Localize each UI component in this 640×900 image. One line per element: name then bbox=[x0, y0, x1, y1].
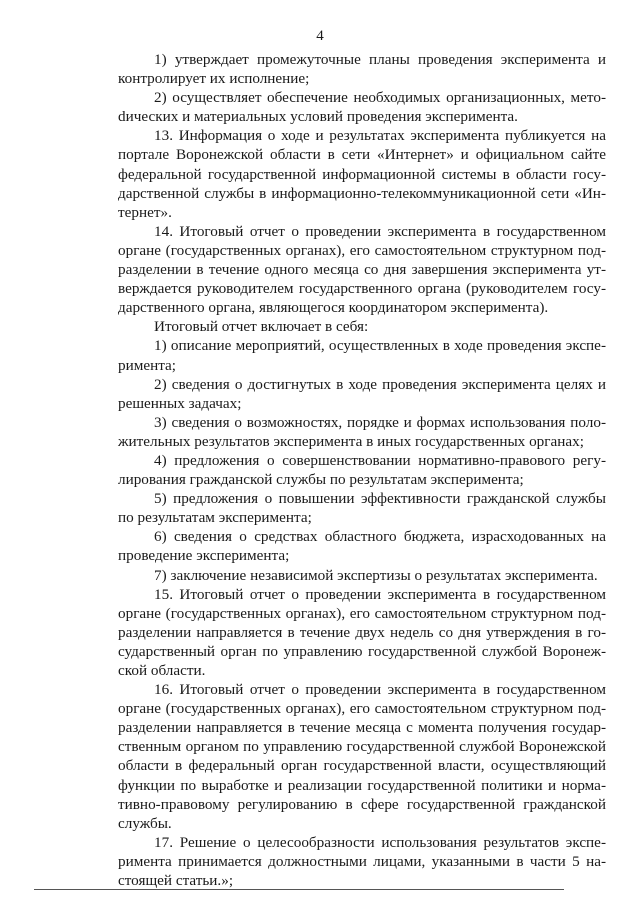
list-item-3-possibilities: 3) сведения о возможностях, порядке и формах использования положительных результатов эксперимента в иных государственных органах; bbox=[118, 413, 606, 450]
paragraph-16-report-federal: 16. Итоговый отчет о проведении эксперимента в государственном органе (государственных органах), его самостоятельном структурном подразделении направляется в течение месяца с момента получения государственным органом по управлению государственной службой Воронежской области в федеральный орган государственной власти, осуществляющий функции по выработке и реализации государственной политики и нормативно-правовому регулированию в сфере государственной гражданской службы. bbox=[118, 681, 606, 832]
document-body bbox=[118, 50, 606, 890]
list-item-2-goals: 2) сведения о достигнутых в ходе проведения эксперимента целях и решенных задачах; bbox=[118, 375, 606, 412]
paragraph-item-1-approves-plans: 1) утверждает промежуточные планы проведения эксперимента и контролирует их исполнение; bbox=[118, 51, 606, 88]
list-item-7-expert-conclusion: 7) заключение независимой экспертизы о результатах эксперимента. bbox=[154, 566, 598, 584]
footer-divider bbox=[34, 889, 564, 890]
paragraph-17-decision: 17. Решение о целесообразности использования результатов эксперимента принимается должностными лицами, указанными в части 5 настоящей статьи.»; bbox=[118, 833, 606, 890]
list-item-6-budget: 6) сведения о средствах областного бюджета, израсходованных на проведение эксперимента; bbox=[118, 528, 606, 565]
paragraph-13-information-publication: 13. Информация о ходе и результатах эксперимента публикуется на портале Воронежской области в сети «Интернет» и официальном сайте федеральной государственной информационной системы в области государственной службы в информационно-телекоммуникационной сети «Интернет». bbox=[118, 127, 606, 221]
list-item-1-measures: 1) описание мероприятий, осуществленных в ходе проведения эксперимента; bbox=[118, 337, 606, 374]
list-item-4-regulation-proposals: 4) предложения о совершенствовании нормативно-правового регулирования гражданской службы по результатам эксперимента; bbox=[118, 451, 606, 489]
page-number: 4 bbox=[316, 28, 324, 44]
list-item-5-efficiency-proposals: 5) предложения о повышении эффективности гражданской службы по результатам эксперимента; bbox=[118, 490, 606, 527]
paragraph-15-report-sending: 15. Итоговый отчет о проведении эксперимента в государственном органе (государственных органах), его самостоятельном структурном подразделении направляется в течение двух недель со дня утверждения в государственный орган по управлению государственной службой Воронежской области. bbox=[118, 585, 606, 679]
paragraph-report-includes: Итоговый отчет включает в себя: bbox=[154, 318, 369, 336]
paragraph-item-2-provides-support: 2) осуществляет обеспечение необходимых организационных, метоdических и материальных условий проведения эксперимента. bbox=[118, 89, 606, 126]
paragraph-14-final-report-approval: 14. Итоговый отчет о проведении эксперимента в государственном органе (государственных органах), его самостоятельном структурном подразделении в течение одного месяца со дня завершения эксперимента утверждается руководителем государственного органа (руководителем государственного органа, являющегося координатором эксперимента). bbox=[118, 222, 606, 317]
